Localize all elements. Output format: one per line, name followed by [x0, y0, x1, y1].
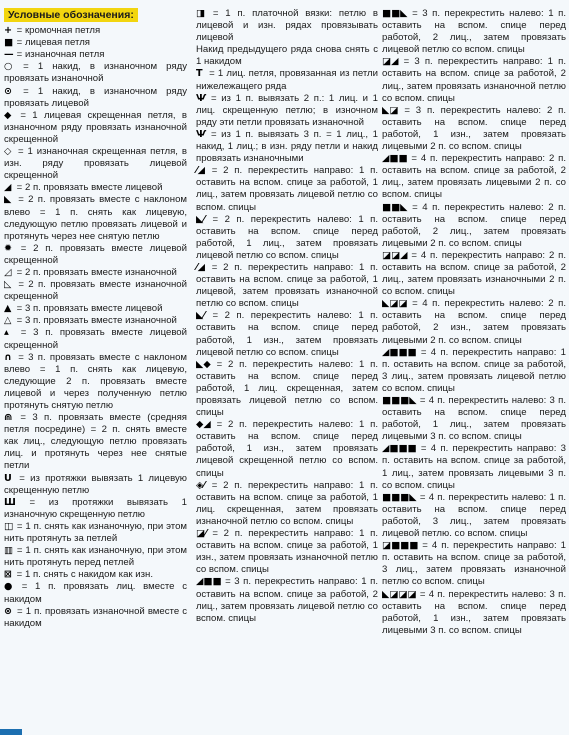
legend-entry-text: = 1 изнаночная скрещенная петля, в изн. ряду провязать лицевой скрещенной [4, 146, 187, 182]
stitch-symbol-icon: ◣ [4, 194, 12, 206]
stitch-symbol-icon: ∩ [4, 351, 12, 363]
legend-entry [196, 262, 378, 310]
stitch-symbol-icon: ◢ [4, 182, 12, 194]
stitch-symbol-icon: ◆ [4, 109, 12, 121]
legend-entry-text: = 2 п. перекрестить направо: 1 п. оставить на вспом. спице за работой, 1 изн., затем провязать изнаночной петлю со вспом. спицы [196, 528, 378, 576]
legend-column-2 [196, 8, 378, 625]
stitch-symbol-icon: ◈⁄ [196, 479, 205, 491]
stitch-symbol-icon: ◪◪◢ [382, 249, 408, 261]
legend-entry [4, 581, 187, 605]
stitch-symbol-icon: ■■◣ [382, 8, 408, 19]
legend-heading: Условные обозначения: [4, 8, 138, 22]
legend-entry-text: = 3 п. провязать вместе лицевой [16, 303, 163, 315]
legend-entry-text: = 3 п. провязать вместе изнаночной [16, 315, 177, 327]
stitch-symbol-icon: ◪■■■ [382, 540, 419, 552]
legend-entry [4, 25, 187, 37]
stitch-symbol-icon: ◢■■■ [382, 346, 417, 358]
legend-entry-text: = 2 п. перекрестить направо: 1 п. оставить на вспом. спице за работой, 1 лиц. скрещенная, затем провязать изнаночной петлю со вспом. спицы [196, 479, 378, 527]
legend-entry [4, 521, 187, 545]
legend-entry-text: = 4 п. перекрестить налево: 3 п. оставить на вспом. спице перед работой, 1 лиц., затем провязать лицевыми 3 п. со вспом. спицы [382, 395, 566, 443]
legend-entry-text: = 2 п. перекрестить налево: 1 п. оставить на вспом. спице перед работой, 1 лиц., затем провязать лицевой петлю со вспом. спицы [196, 213, 378, 261]
legend-entry [196, 44, 378, 68]
legend-entry [196, 68, 378, 92]
legend-entry [196, 359, 378, 419]
legend-entry-text: = 4 п. перекрестить направо: 2 п. оставить на вспом. спице за работой, 2 лиц., затем провязать изнаночными 2 п. со вспом. спицы [382, 249, 566, 298]
legend-entry-text: = 1 п. снять с накидом как изн. [16, 569, 153, 581]
legend-entry-text: = 1 п. снять как изнаночную, при этом нить протянуть за петлей [4, 520, 188, 545]
legend-entry [4, 352, 187, 412]
legend-entry [196, 419, 378, 479]
legend-entry-text: = 2 п. провязать вместе лицевой скрещенной [4, 242, 188, 266]
legend-entry [4, 37, 187, 49]
legend-entry-text: = 2 п. провязать вместе с наклоном влево = 1 п. снять как лицевую, следующую петлю провязать лицевой и протянуть через нее снятую петлю [4, 194, 187, 242]
legend-entry-text: = 4 п. перекрестить налево: 2 п. оставить на вспом. спице перед работой, 2 изн., затем провязать лицевыми 2 п. со вспом. спицы [382, 298, 566, 346]
legend-entry [4, 243, 187, 267]
stitch-symbol-icon: ◫ [4, 520, 14, 532]
stitch-symbol-icon: ■■■◣ [382, 491, 417, 503]
legend-entry-text: = 2 п. перекрестить налево: 1 п. оставить на вспом. спице перед работой, 1 лиц. скрещенная, затем провязать лицевой петлю со вспом. спицы [196, 358, 378, 419]
legend-entry [4, 49, 187, 61]
legend-entry-text: = 3 п. провязать вместе лицевой скрещенной [4, 327, 188, 351]
legend-entry [196, 528, 378, 576]
legend-entry-text: = кромочная петля [16, 25, 101, 37]
legend-entry-text: = 1 п. снять как изнаночную, при этом нить протянуть перед петлей [4, 545, 188, 569]
legend-entry [382, 250, 566, 298]
stitch-symbol-icon: ▴ [4, 327, 9, 339]
legend-entry [4, 412, 187, 472]
legend-entry-text: = 4 п. перекрестить направо: 3 п. оставить на вспом. спице за работой, 1 лиц., затем провязать лицевыми 3 п. со вспом. спицы [382, 443, 566, 491]
legend-entry-text: = 1 п. провязать изнаночной вместе с накидом [4, 605, 187, 629]
stitch-symbol-icon: ■■◣ [382, 201, 408, 213]
legend-entry-text: = 4 п. перекрестить направо: 1 п. оставить на вспом. спице за работой, 3 лиц., затем провязать лицевой петлю со вспом. спицы [382, 346, 566, 394]
stitch-symbol-icon: Т [196, 68, 203, 80]
stitch-symbol-icon: ○ [4, 61, 13, 73]
legend-entry-text: = из протяжки вывязать 1 изнаночную скрещенную петлю [4, 496, 187, 520]
legend-entry-text: = 3 п. перекрестить направо: 1 п. оставить на вспом. спице за работой, 2 лиц., затем провязать лицевой петлю со вспом. спицы [196, 576, 378, 624]
stitch-symbol-icon: ■■■◣ [382, 395, 417, 406]
legend-entry [4, 545, 187, 569]
legend-entry-text: = 1 лиц. петля, провязанная из петли нижележащего ряда [196, 68, 378, 92]
stitch-symbol-icon: U [4, 472, 12, 484]
stitch-symbol-icon: Ш [4, 496, 16, 508]
legend-entry-text: = 3 п. провязать вместе (средняя петля посредине) = 2 п. снять вместе как лиц., следующую петлю провязать лиц. и протянуть через нее снятые петли [4, 412, 187, 472]
legend-entry-text: = 1 п. провязать лиц. вместе с накидом [4, 581, 187, 605]
page-edge-tab [0, 729, 22, 735]
legend-entry [4, 303, 187, 315]
legend-entry [4, 279, 187, 303]
legend-entry [382, 492, 566, 540]
legend-entry-text: = 4 п. перекрестить налево: 3 п. оставить на вспом. спице перед работой, 1 изн., затем провязать лицевыми 3 п. со вспом. спицы [382, 588, 566, 636]
stitch-symbol-icon: ⊗ [4, 605, 13, 617]
stitch-symbol-icon: ⋒ [4, 412, 13, 424]
legend-entry [196, 214, 378, 262]
legend-entry-text: = 4 п. перекрестить направо: 1 п. оставить на вспом. спице за работой, 3 лиц., затем провязать изнаночной петлю со вспом. спицы [382, 540, 566, 588]
legend-entry [4, 327, 187, 351]
legend-entry [196, 576, 378, 624]
stitch-symbol-icon: ◣⁄ [196, 310, 205, 322]
stitch-symbol-icon: — [4, 49, 14, 61]
legend-entry-text: = 3 п. перекрестить направо: 1 п. оставить на вспом. спице за работой, 2 лиц., затем провязать изнаночной петлю со вспом. спицы [382, 56, 566, 104]
legend-entry-text: = 2 п. провязать вместе изнаночной [16, 266, 177, 278]
stitch-symbol-icon: ◿ [4, 266, 12, 278]
stitch-symbol-icon: ◆◢ [196, 419, 211, 431]
stitch-symbol-icon: ◣◪ [382, 104, 399, 116]
stitch-symbol-icon: ◢■■ [382, 153, 408, 165]
legend-entry [382, 540, 566, 588]
legend-entry [196, 310, 378, 358]
legend-entry-text: = 2 п. перекрестить налево: 1 п. оставить на вспом. спице перед работой, 1 изн., затем провязать лицевой скрещенной петлю со вспом. спицы [196, 419, 378, 479]
legend-entry-text: = 2 п. провязать вместе лицевой [16, 182, 163, 194]
legend-entry [196, 129, 378, 165]
legend-entry-text: = 2 п. перекрестить направо: 1 п. оставить на вспом. спице за работой, 1 лиц., затем провязать лицевой петлю со вспом. спицы [196, 165, 378, 213]
legend-entry [382, 395, 566, 443]
stitch-symbol-icon: ◨ [196, 8, 206, 19]
stitch-symbol-icon: ◢■■■ [382, 443, 417, 455]
stitch-symbol-icon: △ [4, 315, 12, 327]
stitch-symbol-icon: ▥ [4, 545, 14, 557]
stitch-symbol-icon: ● [4, 581, 13, 593]
stitch-symbol-icon: ⊙ [4, 85, 13, 97]
legend-entry-text: = 2 п. перекрестить налево: 1 п. оставить на вспом. спице перед работой, 1 изн., затем провязать лицевой петлю со вспом. спицы [196, 310, 378, 358]
stitch-symbol-icon: ◪⁄ [196, 528, 207, 540]
legend-entry-text: = изнаночная петля [16, 49, 105, 61]
stitch-symbol-icon: ▲ [4, 303, 12, 315]
legend-entry [382, 589, 566, 637]
stitch-symbol-icon: ⁄◢ [196, 261, 205, 273]
stitch-symbol-icon: ◣◪◪ [382, 298, 408, 310]
legend-entry [382, 298, 566, 346]
legend-entry [382, 202, 566, 250]
legend-entry [4, 473, 187, 497]
legend-entry-text: = 3 п. перекрестить налево: 1 п. оставить на вспом. спице перед работой, 2 лиц., затем провязать лицевой петлю со вспом. спицы [382, 8, 566, 56]
legend-entry [4, 497, 187, 521]
legend-entry [4, 61, 187, 85]
legend-entry-text: = 2 п. провязать вместе изнаночной скрещенной [4, 279, 187, 303]
legend-entry [382, 105, 566, 153]
legend-entry [382, 347, 566, 395]
legend-entry [4, 315, 187, 327]
legend-entry-text: = 1 накид, в изнаночном ряду провязать изнаночной [4, 61, 187, 85]
legend-entry-text: = из 1 п. вывязать 2 п.: 1 лиц. и 1 лиц. скрещенную петлю; в изночном ряду эти петли провязать изнаночной [196, 92, 378, 128]
legend-entry-text: = 4 п. перекрестить налево: 2 п. оставить на вспом. спице перед работой, 2 лиц., затем провязать лицевыми 2 п. со вспом. спицы [382, 201, 566, 249]
stitch-symbol-icon: + [4, 25, 13, 37]
stitch-symbol-icon: ■ [4, 37, 14, 49]
legend-entry [4, 267, 187, 279]
stitch-symbol-icon: ✹ [4, 242, 13, 254]
stitch-symbol-icon: ◣◆ [196, 358, 211, 370]
legend-entry-text: Накид предыдущего ряда снова снять с 1 накидом [196, 44, 378, 68]
legend-entry [4, 146, 187, 182]
legend-entry [382, 56, 566, 104]
stitch-symbol-icon: ⊠ [4, 569, 13, 581]
legend-column-1 [4, 8, 187, 630]
stitch-symbol-icon: ◪◢ [382, 56, 399, 68]
legend-entry [382, 153, 566, 201]
legend-entry-text: = 1 п. платочной вязки: петлю в лицевой и изн. рядах провязывать лицевой [196, 8, 378, 44]
stitch-symbol-icon: Ѱ [196, 92, 207, 104]
legend-entry-text: = 1 лицевая скрещенная петля, в изнаночном ряду провязать изнаночной скрещенной [4, 109, 188, 145]
legend-entry-text: = из 1 п. вывязать 3 п. = 1 лиц., 1 накид, 1 лиц.; в изн. ряду петли и накид провязать изнаночными [196, 128, 378, 165]
legend-entry [196, 480, 378, 528]
legend-entry [196, 165, 378, 213]
legend-entry [4, 194, 187, 242]
legend-entry-text: = лицевая петля [16, 37, 90, 49]
legend-entry [4, 182, 187, 194]
legend-entry [4, 569, 187, 581]
stitch-symbol-icon: Ѱ [196, 128, 207, 140]
legend-entry-text: = 4 п. перекрестить налево: 1 п. оставить на вспом. спице перед работой, 3 лиц., затем провязать лицевой петлю. со вспом. спицы [382, 491, 566, 540]
stitch-symbol-icon: ◣◪◪◪ [382, 588, 417, 600]
legend-entry [4, 110, 187, 146]
stitch-symbol-icon: ⁄◢ [196, 165, 205, 177]
stitch-symbol-icon: ◇ [4, 146, 12, 158]
legend-entry-text: = 2 п. перекрестить направо: 1 п. оставить на вспом. спице за работой, 1 лицевой, затем провязать изнаночной петлю со вспом. спицы [196, 261, 378, 310]
stitch-symbol-icon: ◺ [4, 279, 12, 291]
legend-column-3 [382, 8, 566, 637]
legend-entry-text: = 1 накид, в изнаночном ряду провязать лицевой [4, 85, 187, 109]
legend-entry [4, 86, 187, 110]
legend-entry-text: = 4 п. перекрестить направо: 2 п. оставить на вспом. спице за работой, 2 лиц., затем провязать лицевыми 2 п. со вспом. спицы [382, 153, 566, 201]
legend-entry [196, 93, 378, 129]
legend-entry [4, 606, 187, 630]
legend-entry [382, 443, 566, 491]
legend-entry [196, 8, 378, 44]
legend-entry-text: = 3 п. перекрестить налево: 2 п. оставить на вспом. спице перед работой, 1 изн., затем провязать лицевыми 2 п. со вспом. спицы [382, 104, 566, 153]
legend-entry-text: = 3 п. провязать вместе с наклоном влево = 1 п. снять как лицевую, следующие 2 п. провязать вместе лицевой и через полученную петлю протянуть снятую петлю [4, 351, 187, 411]
stitch-symbol-icon: ◢■■ [196, 576, 222, 588]
legend-entry-text: = из протяжки вывязать 1 лицевую скрещенную петлю [4, 472, 187, 496]
stitch-symbol-icon: ◣⁄ [196, 213, 205, 225]
legend-entry [382, 8, 566, 56]
